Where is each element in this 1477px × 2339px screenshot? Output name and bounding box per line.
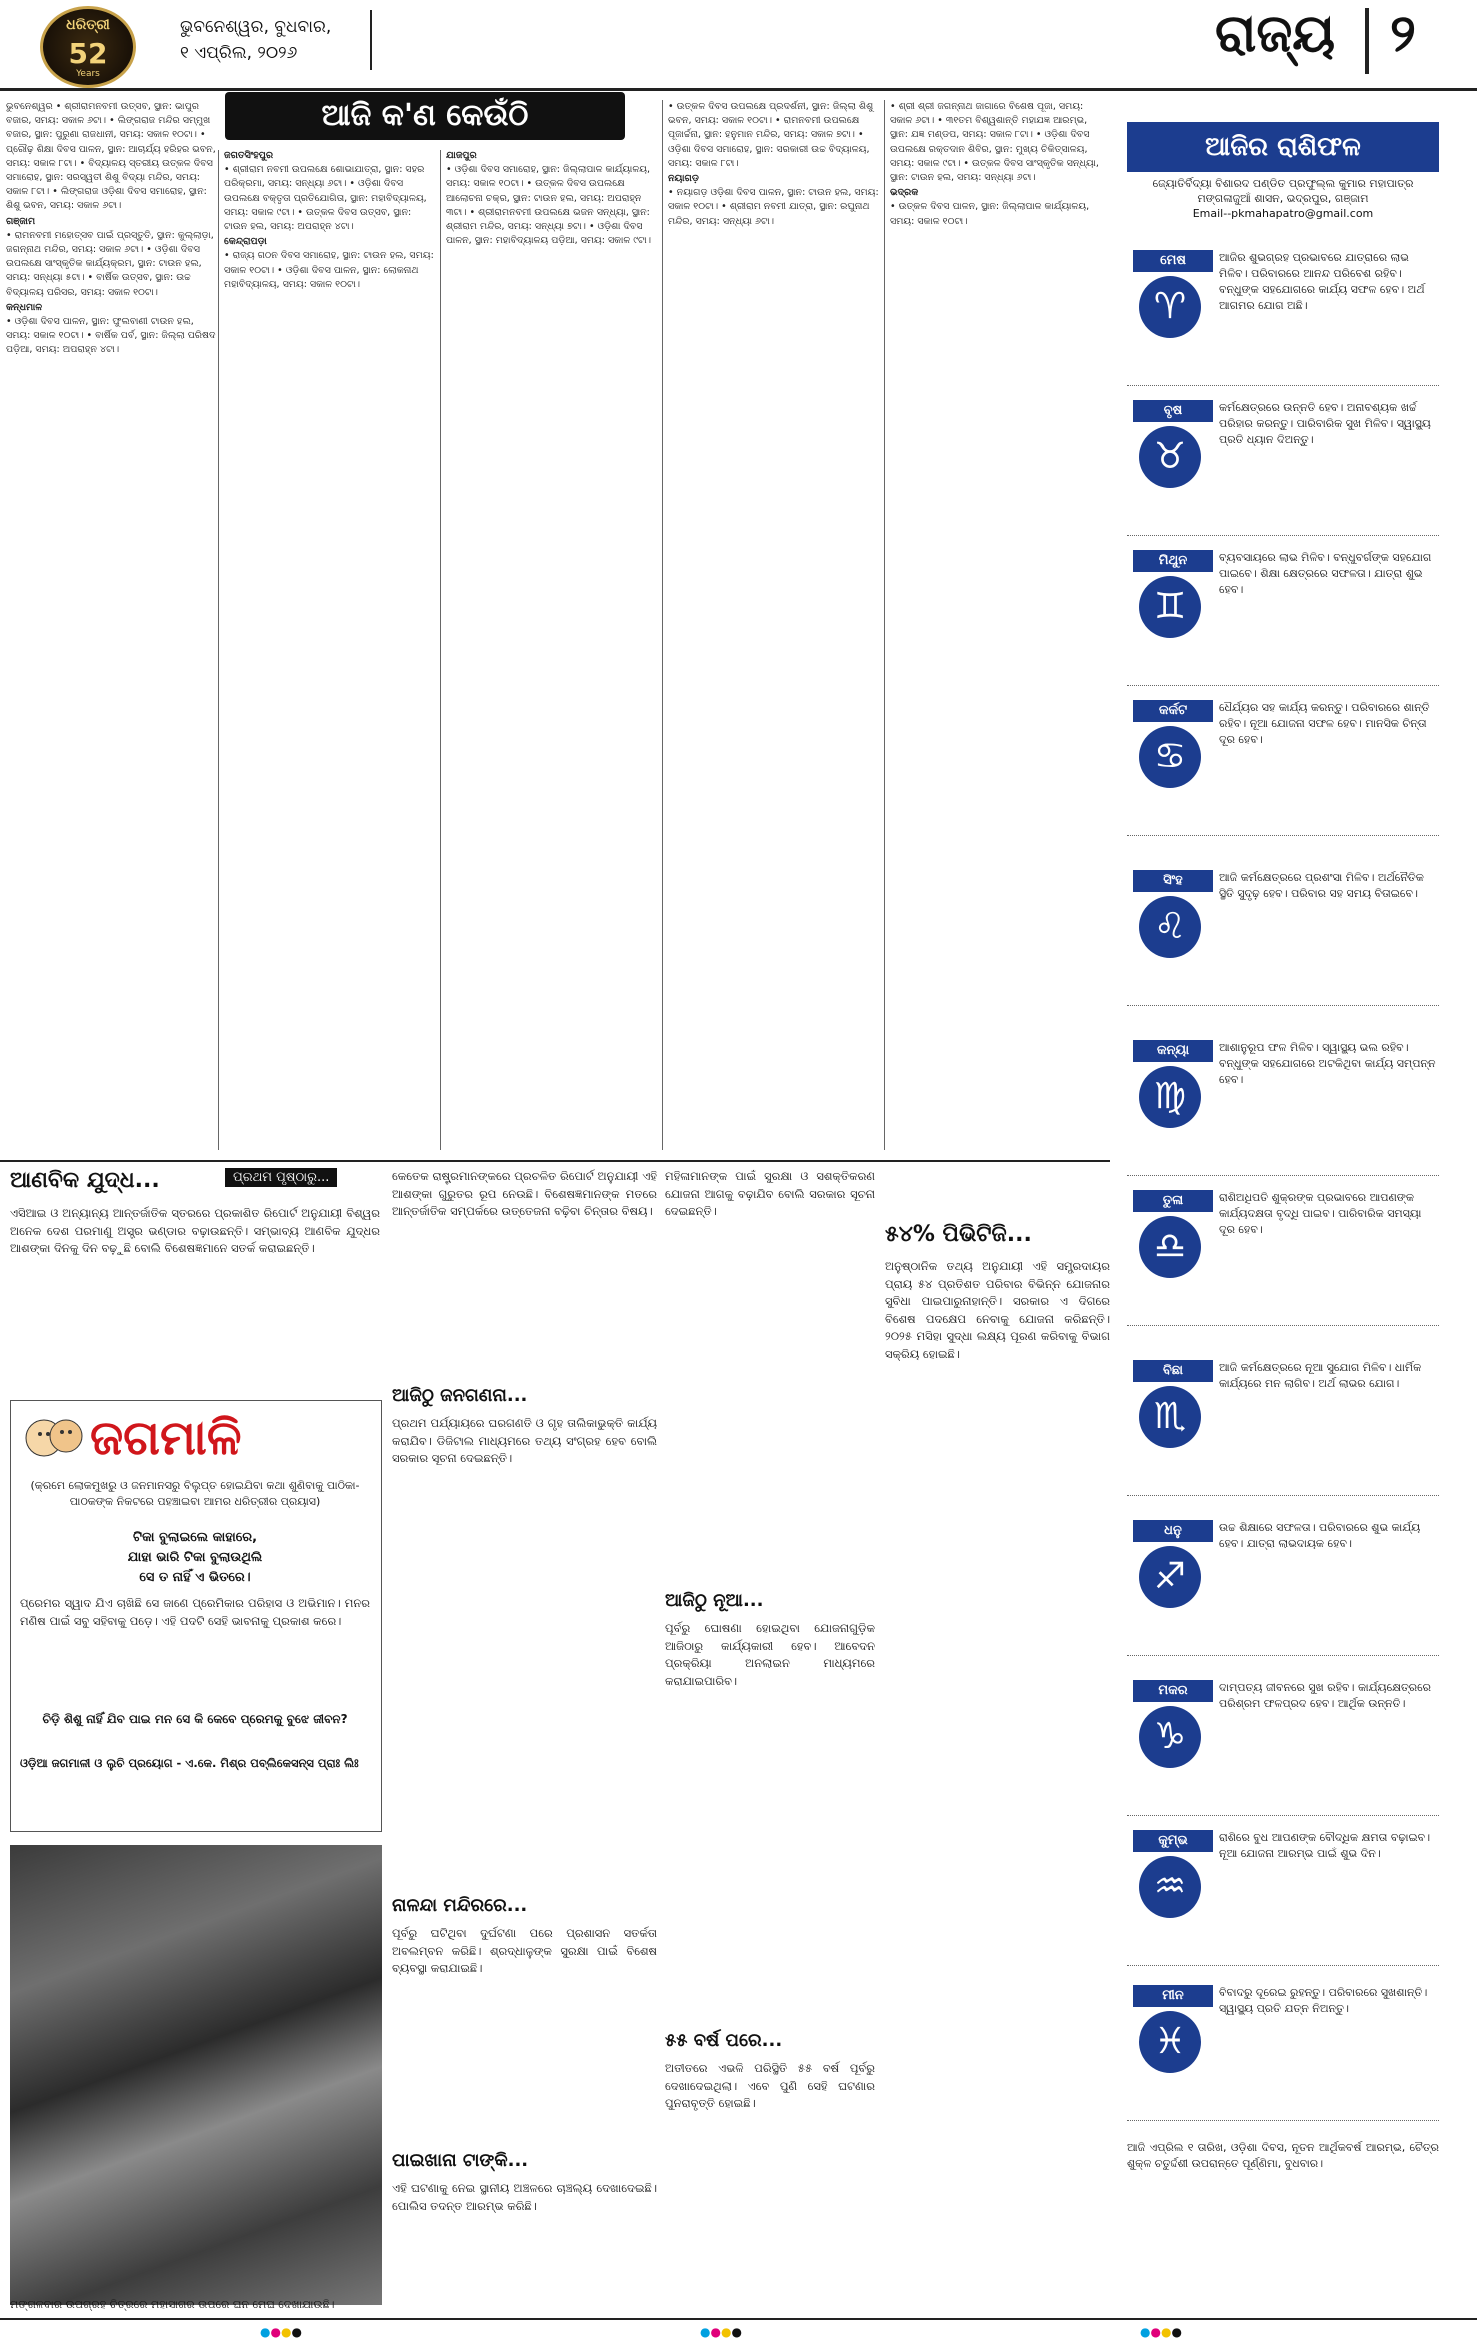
verse-line: ସେ ତ ନାହିଁ ଏ ଭିତରେ।: [139, 1570, 251, 1585]
capricorn-icon: ♑: [1139, 1706, 1201, 1768]
prathama-label: ପ୍ରଥମ ପୃଷ୍ଠାରୁ...: [225, 1168, 337, 1187]
sign-name: ଧନୁ: [1133, 1520, 1213, 1542]
pisces-icon: ♓: [1139, 2011, 1201, 2073]
article-paikhana: ଏହି ଘଟଣାକୁ ନେଇ ସ୍ଥାନୀୟ ଅଞ୍ଚଳରେ ଚାଞ୍ଚଲ୍ୟ ଦେଖାଦେଇଛି। ପୋଲିସ ତଦନ୍ତ ଆରମ୍ଭ କରିଛି।: [392, 2181, 657, 2213]
article-ajithu-nua: ପୂର୍ବରୁ ଘୋଷଣା ହୋଇଥିବା ଯୋଜନାଗୁଡ଼ିକ ଆଜିଠାରୁ କାର୍ଯ୍ୟକାରୀ ହେବ। ଆବେଦନ ପ୍ରକ୍ରିୟା ଅନଲାଇନ ମାଧ୍ୟମରେ କରାଯାଇପାରିବ।: [665, 1621, 875, 1688]
jagamali-title: ଜଗମାଳି: [90, 1410, 242, 1466]
listing-text: ଭୁବନେଶ୍ୱର • ଶ୍ରୀରାମନବମୀ ଉତ୍ସବ, ସ୍ଥାନ: ଭାପୁର ବଜାର, ସମୟ: ସକାଳ ୬ଟା। • ଲିଙ୍ଗରାଜ ମନ୍ଦିର ସମ୍ମୁଖ ବଜାର, ସ୍ଥାନ: ପୁରୁଣା ରାଜଧାନୀ, ସମୟ: ସକାଳ ୧୦ଟା। • ପ୍ରୌଢ଼ ଶିକ୍ଷା ଦିବସ ପାଳନ, ସ୍ଥାନ: ଆଚାର୍ଯ୍ୟ ହରିହର ଭବନ, ସମୟ: ସକାଳ ୮ଟା। • ବିଦ୍ୟାଳୟ ସ୍ତରୀୟ ଉତ୍କଳ ଦିବସ ସମାରୋହ, ସ୍ଥାନ: ସରସ୍ୱତୀ ଶିଶୁ ବିଦ୍ୟା ମନ୍ଦିର, ସମୟ: ସକାଳ ୮ଟା। • ଲିଙ୍ଗରାଜ ଓଡ଼ିଶା ଦିବସ ସମାରୋହ, ସ୍ଥାନ: ଶିଶୁ ଭବନ, ସମୟ: ସକାଳ ୬ଟା।: [6, 101, 216, 212]
divider: [1127, 1005, 1439, 1006]
divider: [1127, 1655, 1439, 1656]
sign-name: ସିଂହ: [1133, 870, 1213, 892]
aries-icon: ♈: [1139, 276, 1201, 338]
listing-text: • ଶ୍ରୀ ଶ୍ରୀ ଜଗନ୍ନାଥ ଜାଗାରେ ବିଶେଷ ପୂଜା, ସମୟ: ସକାଳ ୬ଟା। • ୩୧ତମ ବିଶ୍ୱଶାନ୍ତି ମହାଯଜ୍ଞ ଆରମ୍ଭ, ସ୍ଥାନ: ଯଜ୍ଞ ମଣ୍ଡପ, ସମୟ: ସକାଳ ୮ଟା। • ଓଡ଼ିଶା ଦିବସ ଉପଲକ୍ଷେ ରକ୍ତଦାନ ଶିବିର, ସ୍ଥାନ: ମୁଖ୍ୟ ଚିକିତ୍ସାଳୟ, ସମୟ: ସକାଳ ୯ଟା। • ଉତ୍କଳ ଦିବସ ସାଂସ୍କୃତିକ ସନ୍ଧ୍ୟା, ସ୍ଥାନ: ଟାଉନ ହଲ, ସମୟ: ସନ୍ଧ୍ୟା ୬ଟା।: [890, 101, 1099, 184]
sign-virgo: [1127, 1040, 1439, 1170]
article-census: ପ୍ରଥମ ପର୍ଯ୍ୟାୟରେ ଘରଗଣତି ଓ ଗୃହ ତାଲିକାଭୁକ୍ତି କାର୍ଯ୍ୟ କରାଯିବ। ଡିଜିଟାଲ ମାଧ୍ୟମରେ ତଥ୍ୟ ସଂଗ୍ରହ ହେବ ବୋଲି ସରକାର ସୂଚନା ଦେଇଛନ୍ତି।: [392, 1416, 657, 1465]
article-continued: କେତେକ ରାଷ୍ଟ୍ରମାନଙ୍କରେ ପ୍ରଚଳିତ ରିପୋର୍ଟ ଅନୁଯାୟୀ ଏହି ଆଶଙ୍କା ଗୁରୁତର ରୂପ ନେଉଛି। ବିଶେଷଜ୍ଞମାନଙ୍କ ମତରେ ଆନ୍ତର୍ଜାତିକ ସମ୍ପର୍କରେ ଉତ୍ତେଜନା ବଢ଼ିବା ଚିନ୍ତାର ବିଷୟ।: [392, 1169, 657, 1218]
sign-pisces: [1127, 1985, 1439, 2115]
listings-column-4: [668, 100, 880, 1150]
satellite-weather-image: [10, 1845, 382, 2305]
jagamali-illustration: [22, 1406, 86, 1470]
jagamali-credit: ଓଡ଼ିଆ ଜଗମାଳୀ ଓ ଲୁଚି ପ୍ରୟୋଗ - ଏ.କେ. ମିଶ୍ର ପବ୍ଲିକେସନ୍ସ ପ୍ରାଃ ଲିଃ: [20, 1756, 359, 1770]
article-continued-2: ମହିଳାମାନଙ୍କ ପାଇଁ ସୁରକ୍ଷା ଓ ସଶକ୍ତିକରଣ ଯୋଜନା ଆଗକୁ ବଢ଼ାଯିବ ବୋଲି ସରକାର ସୂଚନା ଦେଇଛନ୍ତି।: [665, 1169, 875, 1218]
sign-name: ମେଷ: [1133, 250, 1213, 272]
divider: [1127, 2120, 1439, 2121]
jagamali-body: ପ୍ରେମର ସ୍ୱାଦ ଯିଏ ଚାଖିଛି ସେ ଜାଣେ ପ୍ରେମିକାର ପରିହାସ ଓ ଅଭିମାନ। ମନର ମଣିଷ ପାଇଁ ସବୁ ସହିବାକୁ ପଡ଼େ। ଏହି ପଦଟି ସେହି ଭାବନାକୁ ପ୍ରକାଶ କରେ।: [20, 1596, 370, 1628]
sign-name: କନ୍ୟା: [1133, 1040, 1213, 1062]
header-divider-right: [1365, 8, 1369, 74]
headline-pvtg: ୫୪% ପିଭିଟିଜି...: [885, 1222, 1032, 1247]
rashifala-author: [1127, 176, 1439, 221]
divider: [1127, 685, 1439, 686]
cancer-icon: ♋: [1139, 726, 1201, 788]
district-heading: କନ୍ଧମାଳ: [6, 301, 43, 313]
divider: [1127, 535, 1439, 536]
headline-paikhana: ପାଇଖାନା ଟାଙ୍କି...: [392, 2150, 529, 2171]
listing-text: • ରାମନବମୀ ମହୋତ୍ସବ ପାଇଁ ପ୍ରସ୍ତୁତି, ସ୍ଥାନ: କୁଲ୍ଲାଡ଼ା, ଜଗନ୍ନାଥ ମନ୍ଦିର, ସମୟ: ସକାଳ ୬ଟା। • ଓଡ଼ିଶା ଦିବସ ଉପଲକ୍ଷେ ସାଂସ୍କୃତିକ କାର୍ଯ୍ୟକ୍ରମ, ସ୍ଥାନ: ଟାଉନ ହଲ, ସମୟ: ସନ୍ଧ୍ୟା ୫ଟା। • ବାର୍ଷିକ ଉତ୍ସବ, ସ୍ଥାନ: ଉଚ୍ଚ ବିଦ୍ୟାଳୟ ପରିସର, ସମୟ: ସକାଳ ୧୦ଟା।: [6, 229, 214, 298]
sign-text: ଦାମ୍ପତ୍ୟ ଜୀବନରେ ସୁଖ ରହିବ। କାର୍ଯ୍ୟକ୍ଷେତ୍ରରେ ପରିଶ୍ରମ ଫଳପ୍ରଦ ହେବ। ଆର୍ଥିକ ଉନ୍ନତି।: [1219, 1681, 1431, 1710]
registration-marks: ●●●●: [1140, 2325, 1182, 2339]
listing-text: • ଶ୍ରୀରାମ ନବମୀ ଉପଲକ୍ଷେ ଶୋଭାଯାତ୍ରା, ସ୍ଥାନ: ସହର ପରିକ୍ରମା, ସମୟ: ସନ୍ଧ୍ୟା ୬ଟା। • ଓଡ଼ିଶା ଦିବସ ଉପଲକ୍ଷେ ବକ୍ତୃତା ପ୍ରତିଯୋଗିତା, ସ୍ଥାନ: ମହାବିଦ୍ୟାଳୟ, ସମୟ: ସକାଳ ୯ଟା। • ଉତ୍କଳ ଦିବସ ଉତ୍ସବ, ସ୍ଥାନ: ଟାଉନ ହଲ, ସମୟ: ଅପରାହ୍ନ ୪ଟା।: [224, 164, 427, 233]
divider: [1127, 1965, 1439, 1966]
headline-55-years: ୫୫ ବର୍ଷ ପରେ...: [665, 2030, 783, 2051]
sign-text: ରାଶିରେ ବୁଧ ଆପଣଙ୍କ ବୌଦ୍ଧିକ କ୍ଷମତା ବଢ଼ାଇବ। ନୂଆ ଯୋଜନା ଆରମ୍ଭ ପାଇଁ ଶୁଭ ଦିନ।: [1219, 1831, 1431, 1860]
column-divider: [218, 150, 219, 1150]
registration-marks: ●●●●: [260, 2325, 302, 2339]
article-anabika: ଏସିଆଇ ଓ ଅନ୍ୟାନ୍ୟ ଆନ୍ତର୍ଜାତିକ ସ୍ତରରେ ପ୍ରକାଶିତ ରିପୋର୍ଟ ଅନୁଯାୟୀ ବିଶ୍ୱର ଅନେକ ଦେଶ ପରମାଣୁ ଅସ୍ତ୍ର ଭଣ୍ଡାର ବଢ଼ାଉଛନ୍ତି। ସମ୍ଭାବ୍ୟ ଆଣବିକ ଯୁଦ୍ଧର ଆଶଙ୍କା ଦିନକୁ ଦିନ ବଢ଼ୁଛି ବୋଲି ବିଶେଷଜ୍ଞମାନେ ସତର୍କ କରାଇଛନ୍ତି।: [10, 1206, 380, 1255]
district-heading: ଜଗତସିଂହପୁର: [224, 150, 274, 161]
headline-nalanda: ନାଳନ୍ଦା ମନ୍ଦିରରେ...: [392, 1895, 528, 1916]
dateline-place: ଭୁବନେଶ୍ୱର, ବୁଧବାର,: [180, 17, 332, 37]
sign-text: ଧୈର୍ଯ୍ୟର ସହ କାର୍ଯ୍ୟ କରନ୍ତୁ। ପରିବାରରେ ଶାନ୍ତି ରହିବ। ନୂଆ ଯୋଜନା ସଫଳ ହେବ। ମାନସିକ ଚିନ୍ତା ଦୂର ହେବ।: [1219, 701, 1430, 746]
district-heading: ଯାଜପୁର: [446, 150, 477, 161]
district-heading: ଭଦ୍ରକ: [890, 187, 919, 199]
leo-icon: ♌: [1139, 896, 1201, 958]
listings-column-5: [890, 100, 1102, 1150]
sign-name: ତୁଳା: [1133, 1190, 1213, 1212]
section-divider: [0, 1160, 1110, 1162]
sagittarius-icon: ♐: [1139, 1546, 1201, 1608]
author-name: ଜ୍ୟୋତିର୍ବିଦ୍ୟା ବିଶାରଦ ପଣ୍ଡିତ ପ୍ରଫୁଲ୍ଲ କୁମାର ମହାପାତ୍ର: [1152, 177, 1414, 190]
divider: [1127, 1495, 1439, 1496]
registration-marks: ●●●●: [700, 2325, 742, 2339]
sign-scorpio: [1127, 1360, 1439, 1490]
gemini-icon: ♊: [1139, 576, 1201, 638]
article-pvtg: ଅନୁଷ୍ଠାନିକ ତଥ୍ୟ ଅନୁଯାୟୀ ଏହି ସମ୍ପ୍ରଦାୟର ପ୍ରାୟ ୫୪ ପ୍ରତିଶତ ପରିବାର ବିଭିନ୍ନ ଯୋଜନାର ସୁବିଧା ପାଇପାରୁନାହାନ୍ତି। ସରକାର ଏ ଦିଗରେ ବିଶେଷ ପଦକ୍ଷେପ ନେବାକୁ ଯୋଜନା କରିଛନ୍ତି। ୨୦୨୫ ମସିହା ସୁଦ୍ଧା ଲକ୍ଷ୍ୟ ପୂରଣ କରିବାକୁ ବିଭାଗ ସକ୍ରିୟ ହୋଇଛି।: [885, 1259, 1110, 1361]
jagamali-intro: (କ୍ରମେ ଲୋକମୁଖରୁ ଓ ଜନମାନସରୁ ବିଲୁପ୍ତ ହୋଇଯିବା କଥା ଶୁଣିବାକୁ ପାଠିକା-ପାଠକଙ୍କ ନିକଟରେ ପହଞ୍ଚାଇବା ଆମର ଧରିତ୍ରୀର ପ୍ରୟାସ): [30, 1479, 360, 1508]
page-number: ୨: [1390, 4, 1416, 64]
sign-text: ଆଜି କର୍ମକ୍ଷେତ୍ରରେ ପ୍ରଶଂସା ମିଳିବ। ଅର୍ଥନୈତିକ ସ୍ଥିତି ସୁଦୃଢ଼ ହେବ। ପରିବାର ସହ ସମୟ ବିତାଇବେ।: [1219, 871, 1424, 900]
verse-line: ଯାହା ଭାରି ଟିକା ବୁଲାଉଥିଲି: [127, 1550, 263, 1565]
column-divider: [884, 100, 885, 1150]
aaji-kana-kenthi-banner: ଆଜି କ'ଣ କେଉଁଠି: [225, 92, 625, 140]
libra-icon: ♎: [1139, 1216, 1201, 1278]
divider: [1127, 1175, 1439, 1176]
divider: [1127, 835, 1439, 836]
article-nalanda: ପୂର୍ବରୁ ଘଟିଥିବା ଦୁର୍ଘଟଣା ପରେ ପ୍ରଶାସନ ସତର୍କତା ଅବଲମ୍ବନ କରିଛି। ଶ୍ରଦ୍ଧାଳୁଙ୍କ ସୁରକ୍ଷା ପାଇଁ ବିଶେଷ ବ୍ୟବସ୍ଥା କରାଯାଇଛି।: [392, 1926, 657, 1975]
listing-text: • ଓଡ଼ିଶା ଦିବସ ସମାରୋହ, ସ୍ଥାନ: ଜିଲ୍ଲାପାଳ କାର୍ଯ୍ୟାଳୟ, ସମୟ: ସକାଳ ୧୦ଟା। • ଉତ୍କଳ ଦିବସ ଉପଲକ୍ଷେ ଆଲୋଚନା ଚକ୍ର, ସ୍ଥାନ: ଟାଉନ ହଲ, ସମୟ: ଅପରାହ୍ନ ୩ଟା। • ଶ୍ରୀରାମନବମୀ ଉପଲକ୍ଷେ ଭଜନ ସନ୍ଧ୍ୟା, ସ୍ଥାନ: ଶ୍ରୀରାମ ମନ୍ଦିର, ସମୟ: ସନ୍ଧ୍ୟା ୭ଟା। • ଓଡ଼ିଶା ଦିବସ ପାଳନ, ସ୍ଥାନ: ମହାବିଦ୍ୟାଳୟ ପଡ଼ିଆ, ସମୟ: ସକାଳ ୯ଟା।: [446, 164, 651, 247]
sign-text: ଆଶାନୁରୂପ ଫଳ ମିଳିବ। ସ୍ୱାସ୍ଥ୍ୟ ଭଲ ରହିବ। ବନ୍ଧୁଙ୍କ ସହଯୋଗରେ ଅଟକିଥିବା କାର୍ଯ୍ୟ ସମ୍ପନ୍ନ ହେବ।: [1219, 1041, 1436, 1086]
footer-line: [0, 2318, 1477, 2320]
sign-name: କର୍କଟ: [1133, 700, 1213, 722]
rashifala-header: ଆଜିର ରାଶିଫଳ: [1127, 122, 1439, 172]
district-heading: ଗଞ୍ଜାମ: [6, 215, 36, 227]
listing-text: • ରାଜ୍ୟ ଗଠନ ଦିବସ ସମାରୋହ, ସ୍ଥାନ: ଟାଉନ ହଲ, ସମୟ: ସକାଳ ୧୦ଟା। • ଓଡ଼ିଶା ଦିବସ ପାଳନ, ସ୍ଥାନ: ଲୋକନାଥ ମହାବିଦ୍ୟାଳୟ, ସମୟ: ସକାଳ ୧୦ଟା।: [224, 250, 434, 290]
listing-text: • ଉତ୍କଳ ଦିବସ ଉପଲକ୍ଷେ ପ୍ରଦର୍ଶନୀ, ସ୍ଥାନ: ଜିଲ୍ଲା ଶିଶୁ ଭବନ, ସମୟ: ସକାଳ ୧୦ଟା। • ରାମନବମୀ ଉପଲକ୍ଷେ ପୂଜାର୍ଚ୍ଚନା, ସ୍ଥାନ: ହନୁମାନ ମନ୍ଦିର, ସମୟ: ସକାଳ ୭ଟା। • ଓଡ଼ିଶା ଦିବସ ସମାରୋହ, ସ୍ଥାନ: ସରକାରୀ ଉଚ୍ଚ ବିଦ୍ୟାଳୟ, ସମୟ: ସକାଳ ୮ଟା।: [668, 101, 874, 169]
headline-ajithu-nua: ଆଜିଠୁ ନୂଆ...: [665, 1590, 764, 1611]
author-address: ମଙ୍ଗଳାଜୁଆଁ ଶାସନ, ଭଦ୍ରପୁର, ଗଞ୍ଜାମ: [1197, 192, 1369, 205]
sign-name: ମୀନ: [1133, 1985, 1213, 2007]
sign-name: ମକର: [1133, 1680, 1213, 1702]
sign-name: ମିଥୁନ: [1133, 550, 1213, 572]
sign-aquarius: [1127, 1830, 1439, 1960]
headline-anabika: ଆଣବିକ ଯୁଦ୍ଧ...: [10, 1168, 160, 1193]
sign-text: ରାଶିଅଧିପତି ଶୁକ୍ରଙ୍କ ପ୍ରଭାବରେ ଆପଣଙ୍କ କାର୍ଯ୍ୟଦକ୍ଷତା ବୃଦ୍ଧି ପାଇବ। ପାରିବାରିକ ସମସ୍ୟା ଦୂର ହେବ।: [1219, 1191, 1422, 1236]
listings-column-1: [6, 100, 216, 1100]
sign-cancer: [1127, 700, 1439, 830]
taurus-icon: ♉: [1139, 426, 1201, 488]
header-divider: [370, 10, 372, 70]
logo-name: ଧରିତ୍ରୀ: [66, 17, 110, 33]
jagamali-question: ଚିଡ଼ି ଶିଶୁ ନାହିଁ ଯିବ ପାଇ ମନ ସେ କି କେବେ ପ୍ରେମକୁ ବୁଝେ ଜୀବନ?: [42, 1712, 348, 1726]
sign-name: ବୃଷ: [1133, 400, 1213, 422]
listings-column-2: [224, 148, 436, 1148]
section-title: ରାଜ୍ୟ: [1215, 4, 1336, 64]
column-divider: [440, 150, 441, 1150]
weather-caption: ମଙ୍ଗଳବାର ଉପଗ୍ରହ ଚିତ୍ରରେ ମହାସାଗର ଉପରେ ଘନ ମେଘ ଦେଖାଯାଉଛି।: [10, 2298, 335, 2311]
sign-text: ଆଜିର ଶୁଭଗ୍ରହ ପ୍ରଭାବରେ ଯାତ୍ରାରେ ଲାଭ ମିଳିବ। ପରିବାରରେ ଆନନ୍ଦ ପରିବେଶ ରହିବ। ବନ୍ଧୁଙ୍କ ସହଯୋଗରେ କାର୍ଯ୍ୟ ସଫଳ ହେବ। ଅର୍ଥ ଆଗମର ଯୋଗ ଅଛି।: [1219, 251, 1425, 312]
newspaper-logo: [40, 6, 136, 88]
dateline-date: ୧ ଏପ୍ରିଲ, ୨୦୨୬: [180, 43, 298, 63]
divider: [1127, 1815, 1439, 1816]
sign-leo: [1127, 870, 1439, 1000]
sign-text: ଉଚ୍ଚ ଶିକ୍ଷାରେ ସଫଳତା। ପରିବାରରେ ଶୁଭ କାର୍ଯ୍ୟ ହେବ। ଯାତ୍ରା ଲାଭଦାୟକ ହେବ।: [1219, 1521, 1421, 1550]
sign-gemini: [1127, 550, 1439, 680]
district-heading: କେନ୍ଦ୍ରାପଡ଼ା: [224, 236, 267, 248]
article-55-years: ଅତୀତରେ ଏଭଳି ପରିସ୍ଥିତି ୫୫ ବର୍ଷ ପୂର୍ବରୁ ଦେଖାଦେଇଥିଲା। ଏବେ ପୁଣି ସେହି ଘଟଣାର ପୁନରାବୃତ୍ତି ହୋଇଛି।: [665, 2061, 875, 2110]
sign-libra: [1127, 1190, 1439, 1320]
dateline: [180, 14, 331, 66]
listing-text: • ଓଡ଼ିଶା ଦିବସ ପାଳନ, ସ୍ଥାନ: ଫୁଲବାଣୀ ଟାଉନ ହଲ, ସମୟ: ସକାଳ ୧୦ଟା। • ବାର୍ଷିକ ପର୍ବ, ସ୍ଥାନ: ଜିଲ୍ଲା ପରିଷଦ ପଡ଼ିଆ, ସମୟ: ଅପରାହ୍ନ ୪ଟା।: [6, 316, 216, 356]
verse-line: ଟିକା ବୁଲାଇଲେ କାହାରେ,: [132, 1530, 258, 1545]
sign-capricorn: [1127, 1680, 1439, 1810]
logo-years-number: 52: [68, 37, 108, 70]
author-email: Email--pkmahapatro@gmail.com: [1192, 207, 1374, 220]
divider: [1127, 1325, 1439, 1326]
jagamali-verse: [20, 1528, 370, 1588]
sign-name: ବିଛା: [1133, 1360, 1213, 1382]
headline-census: ଆଜିଠୁ ଜନଗଣନା...: [392, 1385, 528, 1406]
sign-text: ବିବାଦରୁ ଦୂରେଇ ରୁହନ୍ତୁ। ପରିବାରରେ ସୁଖଶାନ୍ତି। ସ୍ୱାସ୍ଥ୍ୟ ପ୍ରତି ଯତ୍ନ ନିଅନ୍ତୁ।: [1219, 1986, 1428, 2015]
sign-text: ବ୍ୟବସାୟରେ ଲାଭ ମିଳିବ। ବନ୍ଧୁବର୍ଗଙ୍କ ସହଯୋଗ ପାଇବେ। ଶିକ୍ଷା କ୍ଷେତ୍ରରେ ସଫଳତା। ଯାତ୍ରା ଶୁଭ ହେବ।: [1219, 551, 1432, 596]
listing-text: • ଉତ୍କଳ ଦିବସ ପାଳନ, ସ୍ଥାନ: ଜିଲ୍ଲାପାଳ କାର୍ଯ୍ୟାଳୟ, ସମୟ: ସକାଳ ୧୦ଟା।: [890, 201, 1090, 227]
logo-years-label: Years: [76, 69, 100, 79]
sign-text: ଆଜି କର୍ମକ୍ଷେତ୍ରରେ ନୂଆ ସୁଯୋଗ ମିଳିବ। ଧାର୍ମିକ କାର୍ଯ୍ୟରେ ମନ ଲାଗିବ। ଅର୍ଥ ଲାଭର ଯୋଗ।: [1219, 1361, 1422, 1390]
district-heading: ନୟାଗଡ଼: [668, 173, 699, 185]
divider: [1127, 385, 1439, 386]
sign-aries: [1127, 250, 1439, 380]
virgo-icon: ♍: [1139, 1066, 1201, 1128]
sign-taurus: [1127, 400, 1439, 530]
listing-text: • ନୟାଗଡ଼ ଓଡ଼ିଶା ଦିବସ ପାଳନ, ସ୍ଥାନ: ଟାଉନ ହଲ, ସମୟ: ସକାଳ ୧୦ଟା। • ଶ୍ରୀରାମ ନବମୀ ଯାତ୍ରା, ସ୍ଥାନ: ରଘୁନାଥ ମନ୍ଦିର, ସମୟ: ସନ୍ଧ୍ୟା ୬ଟା।: [668, 187, 879, 227]
panji-footer: ଆଜି ଏପ୍ରିଲ ୧ ତାରିଖ, ଓଡ଼ିଶା ଦିବସ, ନୂତନ ଆର୍ଥିକବର୍ଷ ଆରମ୍ଭ, ଚୈତ୍ର ଶୁକ୍ଳ ଚତୁର୍ଦ୍ଦଶୀ ଉପରାନ୍ତେ ପୂର୍ଣ୍ଣିମା, ବୁଧବାର।: [1127, 2141, 1439, 2170]
aquarius-icon: ♒: [1139, 1856, 1201, 1918]
column-divider: [662, 100, 663, 1150]
sign-text: କର୍ମକ୍ଷେତ୍ରରେ ଉନ୍ନତି ହେବ। ଅନାବଶ୍ୟକ ଖର୍ଚ୍ଚ ପରିହାର କରନ୍ତୁ। ପାରିବାରିକ ସୁଖ ମିଳିବ। ସ୍ୱାସ୍ଥ୍ୟ ପ୍ରତି ଧ୍ୟାନ ଦିଅନ୍ତୁ।: [1219, 401, 1431, 446]
scorpio-icon: ♏: [1139, 1386, 1201, 1448]
sign-sagittarius: [1127, 1520, 1439, 1650]
listings-column-3: [446, 148, 658, 1148]
sign-name: କୁମ୍ଭ: [1133, 1830, 1213, 1852]
